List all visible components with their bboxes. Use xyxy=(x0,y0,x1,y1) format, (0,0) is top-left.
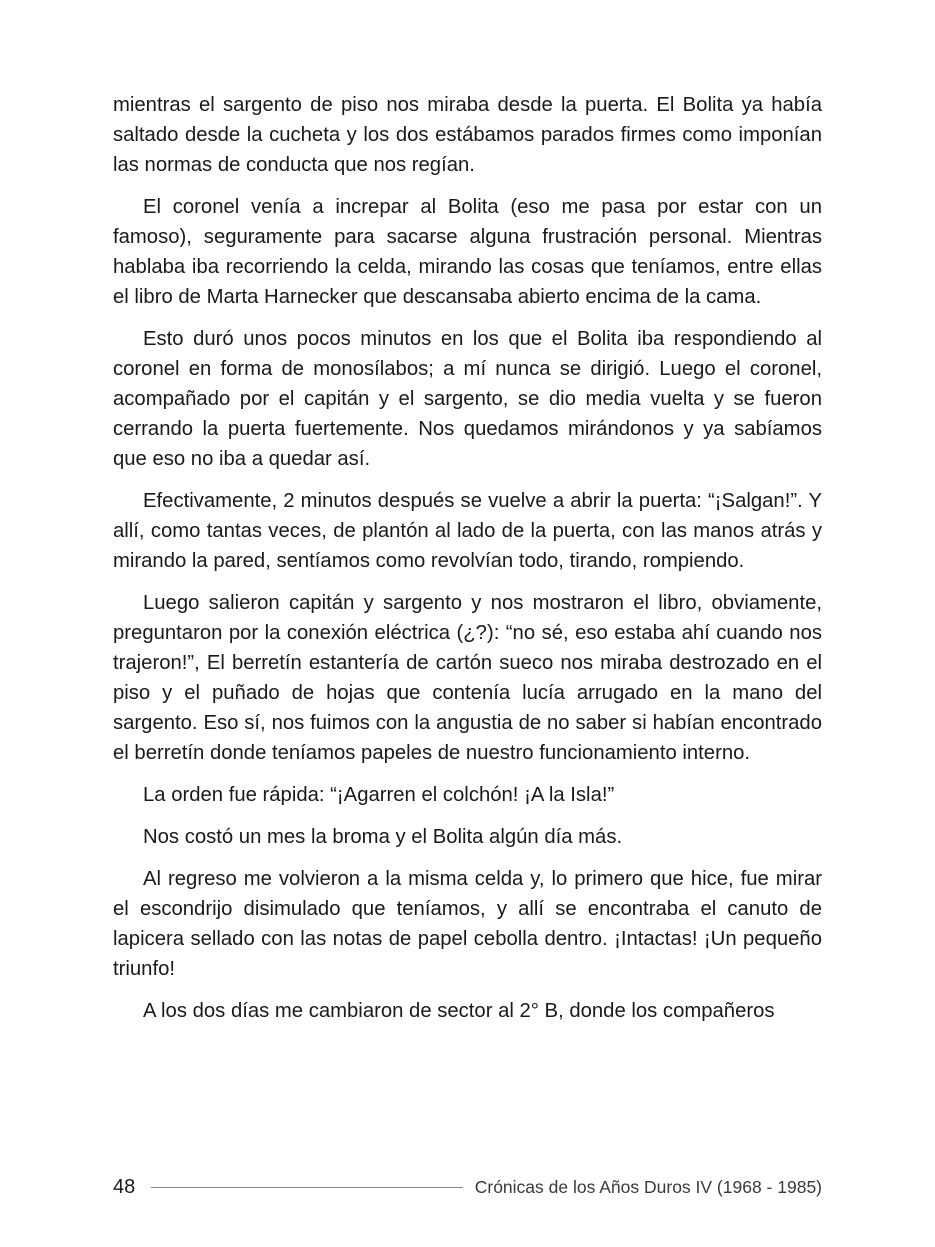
paragraph-6: La orden fue rápida: “¡Agarren el colchón! ¡A la Isla!” xyxy=(143,784,615,806)
paragraph-3: Esto duró unos pocos minutos en los que el Bolita iba respondiendo al coronel en forma de monosílabos; a mí nunca se dirigió. Luego el coronel, acompañado por el capitán y el sargento, se dio media vuelta y se fueron cerrando la puerta fuertemente. Nos quedamos mirándonos y ya sabíamos que eso no iba a quedar así. xyxy=(113,328,822,470)
page-footer xyxy=(113,1172,822,1202)
paragraph-1: mientras el sargento de piso nos miraba desde la puerta. El Bolita ya había saltado desde la cucheta y los dos estábamos parados firmes como imponían las normas de conducta que nos regían. xyxy=(113,94,822,176)
paragraph-5: Luego salieron capitán y sargento y nos mostraron el libro, obviamente, preguntaron por la conexión eléctrica (¿?): “no sé, eso estaba ahí cuando nos trajeron!”, El berretín estantería de cartón sueco nos miraba destrozado en el piso y el puñado de hojas que contenía lucía arrugado en la mano del sargento. Eso sí, nos fuimos con la angustia de no saber si habían encontrado el berretín donde teníamos papeles de nuestro funcionamiento interno. xyxy=(113,592,822,764)
page-body xyxy=(113,90,822,1038)
page-number: 48 xyxy=(113,1176,136,1198)
paragraph-9: A los dos días me cambiaron de sector al 2° B, donde los compañeros xyxy=(143,1000,775,1022)
footer-rule xyxy=(151,1187,462,1188)
running-title: Crónicas de los Años Duros IV (1968 - 1985) xyxy=(474,1177,822,1197)
paragraph-2: El coronel venía a increpar al Bolita (eso me pasa por estar con un famoso), seguramente para sacarse alguna frustración personal. Mientras hablaba iba recorriendo la celda, mirando las cosas que teníamos, entre ellas el libro de Marta Harnecker que descansaba abierto encima de la cama. xyxy=(113,196,822,308)
paragraph-7: Nos costó un mes la broma y el Bolita algún día más. xyxy=(143,826,623,848)
paragraph-8: Al regreso me volvieron a la misma celda y, lo primero que hice, fue mirar el escondrijo disimulado que teníamos, y allí se encontraba el canuto de lapicera sellado con las notas de papel cebolla dentro. ¡Intactas! ¡Un pequeño triunfo! xyxy=(113,868,822,980)
paragraph-4: Efectivamente, 2 minutos después se vuelve a abrir la puerta: “¡Salgan!”. Y allí, como tantas veces, de plantón al lado de la puerta, con las manos atrás y mirando la pared, sentíamos como revolvían todo, tirando, rompiendo. xyxy=(113,490,822,572)
